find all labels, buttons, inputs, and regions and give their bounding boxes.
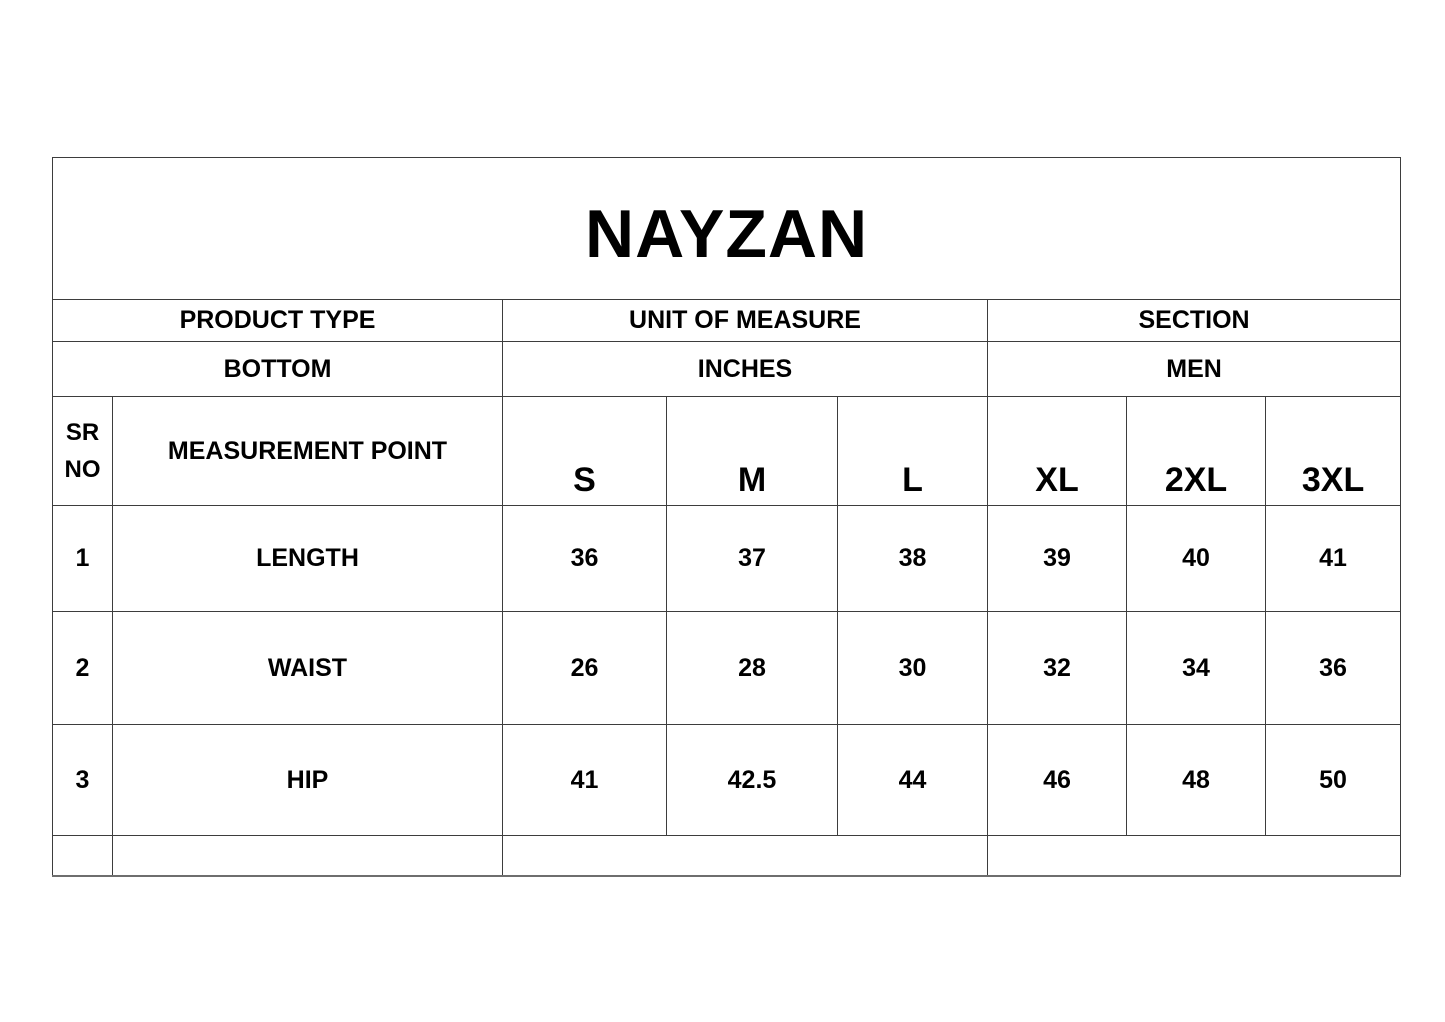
measurement-value: 32 <box>988 612 1127 725</box>
empty-cell <box>988 836 1401 877</box>
column-header-size-l: L <box>838 397 988 506</box>
product-type-value: BOTTOM <box>53 342 503 397</box>
meta-value-row <box>53 342 1401 397</box>
measurement-point-value: HIP <box>113 725 503 836</box>
section-label: SECTION <box>988 300 1401 342</box>
table-row-waist <box>53 612 1401 725</box>
measurement-point-value: LENGTH <box>113 506 503 612</box>
unit-of-measure-label: UNIT OF MEASURE <box>503 300 988 342</box>
sr-no-value: 2 <box>53 612 113 725</box>
measurement-point-value: WAIST <box>113 612 503 725</box>
measurement-value: 34 <box>1127 612 1266 725</box>
measurement-value: 28 <box>667 612 838 725</box>
measurement-value: 30 <box>838 612 988 725</box>
column-header-size-m: M <box>667 397 838 506</box>
measurement-value: 38 <box>838 506 988 612</box>
measurement-value: 48 <box>1127 725 1266 836</box>
brand-title: NAYZAN <box>53 158 1401 300</box>
empty-footer-row <box>53 836 1401 877</box>
section-value: MEN <box>988 342 1401 397</box>
sr-no-value: 1 <box>53 506 113 612</box>
column-header-measurement-point: MEASUREMENT POINT <box>113 397 503 506</box>
title-row <box>53 158 1401 300</box>
measurement-value: 26 <box>503 612 667 725</box>
column-header-size-2xl: 2XL <box>1127 397 1266 506</box>
meta-label-row <box>53 300 1401 342</box>
measurement-value: 44 <box>838 725 988 836</box>
measurement-value: 40 <box>1127 506 1266 612</box>
empty-cell <box>53 836 113 877</box>
empty-cell <box>503 836 988 877</box>
unit-of-measure-value: INCHES <box>503 342 988 397</box>
sr-no-value: 3 <box>53 725 113 836</box>
product-type-label: PRODUCT TYPE <box>53 300 503 342</box>
column-header-size-3xl: 3XL <box>1266 397 1401 506</box>
measurement-value: 39 <box>988 506 1127 612</box>
column-header-row <box>53 397 1401 506</box>
measurement-value: 42.5 <box>667 725 838 836</box>
column-header-size-xl: XL <box>988 397 1127 506</box>
column-header-sr-no: SR NO <box>53 397 113 506</box>
empty-cell <box>113 836 503 877</box>
measurement-value: 41 <box>1266 506 1401 612</box>
size-chart-table <box>52 157 1401 877</box>
measurement-value: 50 <box>1266 725 1401 836</box>
measurement-value: 36 <box>503 506 667 612</box>
table-row-length <box>53 506 1401 612</box>
measurement-value: 36 <box>1266 612 1401 725</box>
measurement-value: 37 <box>667 506 838 612</box>
measurement-value: 41 <box>503 725 667 836</box>
table-row-hip <box>53 725 1401 836</box>
measurement-value: 46 <box>988 725 1127 836</box>
column-header-size-s: S <box>503 397 667 506</box>
